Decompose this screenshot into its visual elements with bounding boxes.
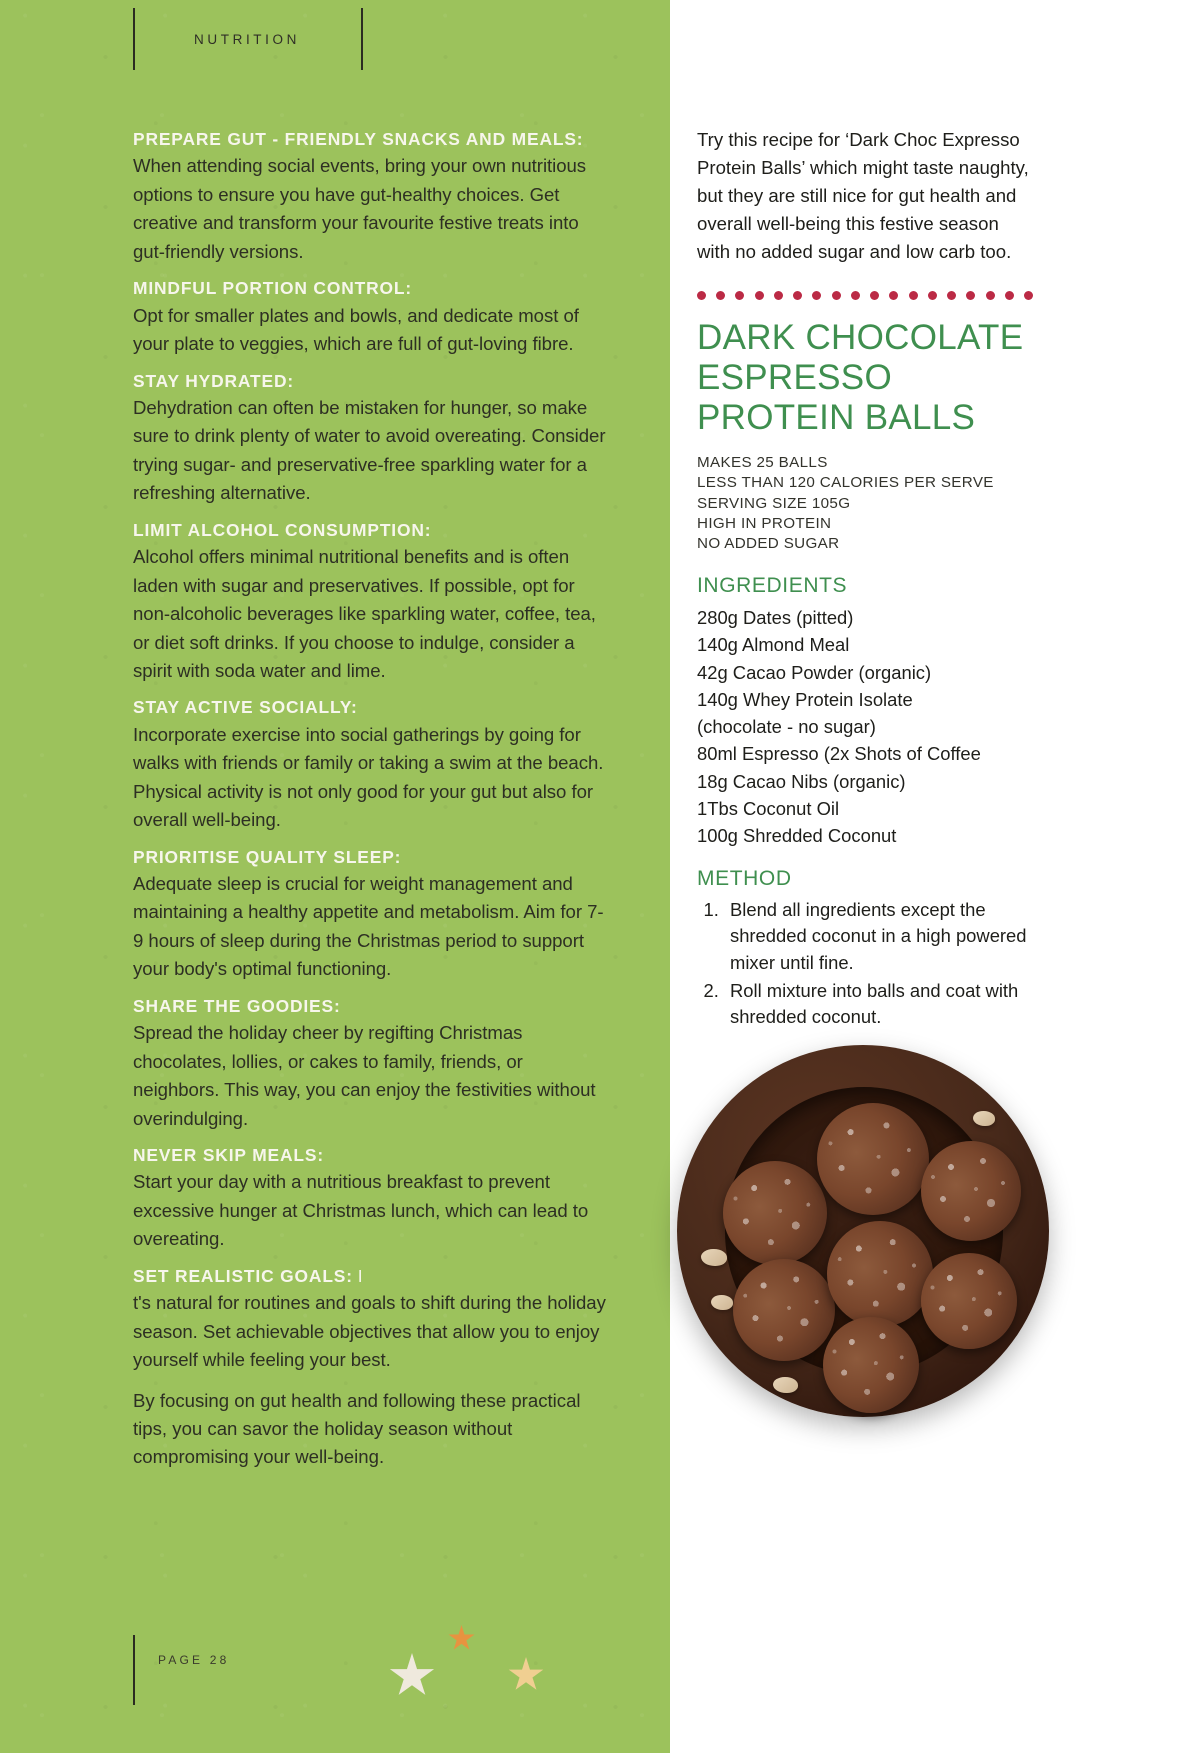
tip-item: [133, 694, 613, 834]
tip-body: t's natural for routines and goals to shift during the holiday season. Set achievable objectives that allow you to enjoy yourself while feeling your best.: [133, 1292, 606, 1371]
ingredient-item: (chocolate - no sugar): [697, 716, 876, 738]
tip-heading: PRIORITISE QUALITY SLEEP:: [133, 846, 402, 867]
method-step: 2. Roll mixture into balls and coat with shredded coconut.: [724, 978, 1037, 1030]
nut-garnish: [711, 1295, 733, 1310]
tip-item: [133, 993, 613, 1133]
dotted-divider: [697, 291, 1033, 300]
nut-garnish: [973, 1111, 995, 1126]
tip-body: When attending social events, bring your own nutritious options to ensure you have gut-healthy choices. Get creative and transform your favourite festive treats into gut-friendly versions.: [133, 155, 587, 262]
ingredient-item: 100g Shredded Coconut: [697, 825, 897, 847]
recipe-spec-line: NO ADDED SUGAR: [697, 534, 840, 552]
tip-item: [133, 517, 613, 686]
divider-dot: [889, 291, 898, 300]
tip-heading: MINDFUL PORTION CONTROL:: [133, 278, 412, 299]
tip-heading-trailing-char: I: [352, 1265, 363, 1286]
recipe-right-column: [697, 126, 1037, 1032]
divider-dot: [755, 291, 764, 300]
protein-ball: [921, 1253, 1017, 1349]
divider-dot: [793, 291, 802, 300]
tip-heading: NEVER SKIP MEALS:: [133, 1144, 324, 1165]
protein-ball: [817, 1103, 929, 1215]
tip-body: Start your day with a nutritious breakfast to prevent excessive hunger at Christmas lunch, which can lead to overeating.: [133, 1171, 589, 1250]
ingredient-item: 140g Whey Protein Isolate: [697, 688, 913, 710]
running-head-label: NUTRITION: [194, 31, 300, 47]
divider-dot: [1005, 291, 1014, 300]
divider-dot: [1024, 291, 1033, 300]
divider-dot: [870, 291, 879, 300]
recipe-spec-line: LESS THAN 120 CALORIES PER SERVE: [697, 474, 994, 492]
divider-dot: [851, 291, 860, 300]
running-head: [133, 8, 363, 70]
ingredients-heading: INGREDIENTS: [697, 574, 848, 598]
method-list: [697, 897, 1037, 1030]
running-head-rule-right: [361, 8, 363, 70]
tip-body: Incorporate exercise into social gatherings by going for walks with friends or family or taking a swim at the beach. Physical activity is not only good for your gut but also for overall well-being.: [133, 723, 604, 831]
ingredient-item: 80ml Espresso (2x Shots of Coffee: [697, 743, 981, 765]
tip-item: [133, 1142, 613, 1254]
tip-heading: LIMIT ALCOHOL CONSUMPTION:: [133, 519, 432, 540]
closing-paragraph: By focusing on gut health and following these practical tips, you can savor the holiday season without compromising your well-being.: [133, 1389, 581, 1468]
recipe-photo: [655, 1035, 1075, 1455]
divider-dot: [697, 291, 706, 300]
tip-body: Dehydration can often be mistaken for hunger, so make sure to drink plenty of water to avoid overeating. Consider trying sugar- and preservative-free sparkling water for a refreshing alternative.: [133, 396, 606, 504]
divider-dot: [735, 291, 744, 300]
ingredient-item: 42g Cacao Powder (organic): [697, 661, 932, 683]
star-decoration-gold: [508, 1657, 544, 1693]
tip-body: Spread the holiday cheer by regifting Christmas chocolates, lollies, or cakes to family, friends, or neighbors. This way, you can enjoy the festivities without overindulging.: [133, 1022, 596, 1129]
tip-heading: PREPARE GUT - FRIENDLY SNACKS AND MEALS:: [133, 129, 584, 149]
recipe-spec-line: MAKES 25 BALLS: [697, 454, 828, 472]
page-number: PAGE 28: [158, 1653, 230, 1667]
footer-rule: [133, 1635, 135, 1705]
method-step: 1. Blend all ingredients except the shredded coconut in a high powered mixer until fine.: [724, 897, 1037, 975]
nut-garnish: [773, 1377, 798, 1393]
recipe-intro-paragraph: Try this recipe for ‘Dark Choc Expresso Protein Balls’ which might taste naughty, but they are still nice for gut health and overall well-being this festive season with no added sugar and low carb too.: [697, 129, 1029, 262]
tip-body: Alcohol offers minimal nutritional benefits and is often laden with sugar and preservatives. If possible, opt for non-alcoholic beverages like sparkling water, coffee, tea, or diet soft drinks. If you choose to indulge, consider a spirit with soda water and lime.: [133, 546, 596, 681]
method-heading: METHOD: [697, 867, 792, 891]
divider-dot: [716, 291, 725, 300]
protein-ball: [827, 1221, 933, 1327]
ingredient-item: 280g Dates (pitted): [697, 607, 854, 629]
page-footer: [133, 1635, 553, 1705]
wooden-bowl: [677, 1045, 1049, 1417]
tip-item: [133, 1263, 613, 1375]
tip-item: [133, 844, 613, 984]
ingredient-item: 140g Almond Meal: [697, 634, 850, 656]
recipe-specs: [697, 453, 1037, 554]
tip-item: [133, 368, 613, 508]
divider-dot: [774, 291, 783, 300]
recipe-spec-line: SERVING SIZE 105G: [697, 494, 851, 512]
protein-ball: [723, 1161, 827, 1265]
recipe-spec-line: HIGH IN PROTEIN: [697, 514, 832, 532]
divider-dot: [909, 291, 918, 300]
recipe-title: DARK CHOCOLATE ESPRESSO PROTEIN BALLS: [697, 318, 1024, 437]
tip-body: Adequate sleep is crucial for weight management and maintaining a healthy appetite and metabolism. Aim for 7-9 hours of sleep during the Christmas period to support your body's optimal functioning.: [133, 873, 604, 980]
divider-dot: [966, 291, 975, 300]
ingredient-item: 18g Cacao Nibs (organic): [697, 770, 906, 792]
nut-garnish: [701, 1249, 727, 1266]
tip-heading: SET REALISTIC GOALS: I: [133, 1265, 363, 1286]
protein-ball: [823, 1317, 919, 1413]
divider-dot: [947, 291, 956, 300]
tip-heading: STAY HYDRATED:: [133, 370, 295, 391]
star-decoration-cream: [389, 1653, 435, 1699]
tip-item: [133, 275, 613, 358]
protein-ball: [921, 1141, 1021, 1241]
protein-ball: [733, 1259, 835, 1361]
divider-dot: [812, 291, 821, 300]
tip-heading: SHARE THE GOODIES:: [133, 995, 341, 1016]
ingredients-list: [697, 604, 1037, 849]
ingredient-item: 1Tbs Coconut Oil: [697, 797, 840, 819]
article-left-column: [133, 126, 613, 1472]
divider-dot: [832, 291, 841, 300]
tip-heading: STAY ACTIVE SOCIALLY:: [133, 697, 358, 718]
divider-dot: [928, 291, 937, 300]
divider-dot: [986, 291, 995, 300]
tip-body: Opt for smaller plates and bowls, and dedicate most of your plate to veggies, which are full of gut-loving fibre.: [133, 304, 579, 355]
tip-item: [133, 126, 613, 266]
